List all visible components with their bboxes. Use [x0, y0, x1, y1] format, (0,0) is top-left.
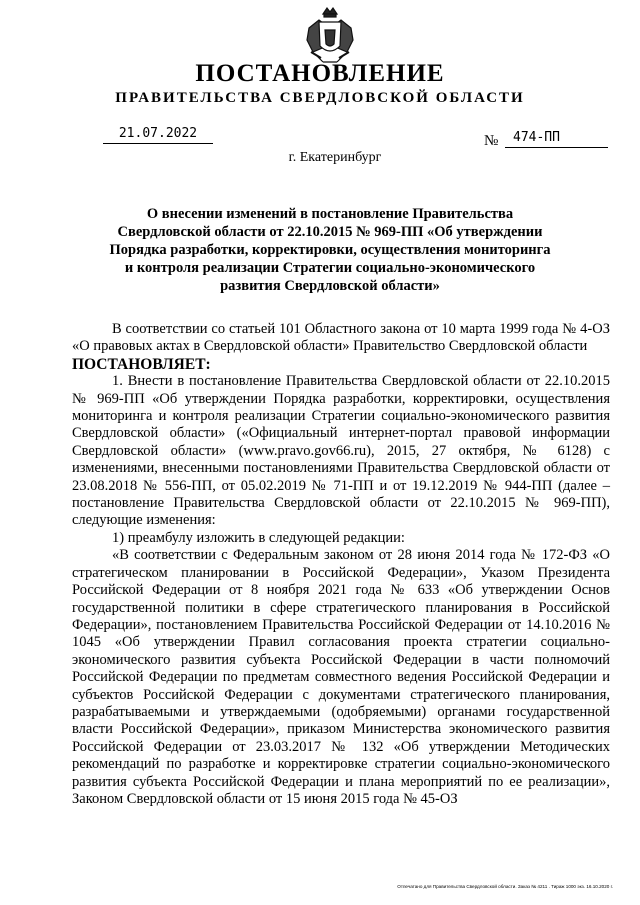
- issuing-authority: ПРАВИТЕЛЬСТВА СВЕРДЛОВСКОЙ ОБЛАСТИ: [115, 90, 525, 106]
- document-title: ПОСТАНОВЛЕНИЕ: [195, 60, 445, 87]
- heading-line: О внесении изменений в постановление Правительства: [146, 206, 514, 222]
- heading-line: и контроля реализации Стратегии социально-экономического: [124, 260, 536, 276]
- document-number: 474-ПП: [505, 130, 608, 148]
- resolves-keyword: ПОСТАНОВЛЯЕТ:: [72, 355, 211, 373]
- document-city: г. Екатеринбург: [288, 150, 382, 165]
- document-heading: [100, 205, 560, 295]
- coat-of-arms-icon: [303, 6, 357, 66]
- document-date: 21.07.2022: [103, 126, 213, 144]
- preamble-paragraph: В соответствии со статьей 101 Областного закона от 10 марта 1999 года № 4-ОЗ «О правовых актах в Свердловской области» Правительство Свердловской области: [72, 321, 610, 355]
- item-1-1-paragraph: 1) преамбулу изложить в следующей редакции:: [112, 529, 405, 546]
- print-note: Отпечатано для Правительства Свердловской области. Заказ № 4211 . Тираж 1000 экз. 16.10.2020 г.: [397, 884, 613, 889]
- number-sign: №: [484, 133, 499, 149]
- heading-line: Свердловской области от 22.10.2015 № 969-ПП «Об утверждении: [117, 224, 543, 240]
- heading-line: развития Свердловской области»: [220, 278, 440, 294]
- quoted-preamble-paragraph: «В соответствии с Федеральным законом от 28 июня 2014 года № 172-ФЗ «О стратегическом планировании в Российской Федерации», Указом Президента Российской Федерации от 8 ноября 2021 года № 633 «Об утверждении Основ государственной политики в сфере стратегического планирования в Российской Федерации», постановлением Правительства Российской Федерации от 14.10.2016 № 1045 «Об утверждении Правил согласования проекта стратегии социально-экономического развития субъекта Российской Федерации в части полномочий Российской Федерации по предметам совместного ведения Российской Федерации и субъектов Российской Федерации с документами стратегического планирования, разрабатываемыми и утверждаемыми (одобряемыми) органами государственной власти Российской Федерации», приказом Министерства экономического развития Российской Федерации от 23.03.2017 № 132 «Об утверждении Методических рекомендаций по разработке и корректировке стратегии социально-экономического развития субъекта Российской Федерации и плана мероприятий по ее реализации», Законом Свердловской области от 15 июня 2015 года № 45-ОЗ: [72, 547, 610, 807]
- document-body: [72, 321, 610, 808]
- heading-line: Порядка разработки, корректировки, осуществления мониторинга: [109, 242, 551, 258]
- item-1-paragraph: 1. Внести в постановление Правительства Свердловской области от 22.10.2015 № 969-ПП «Об утверждении Порядка разработки, корректировки, осуществления мониторинга и контроля реализации Стратегии социально-экономического развития Свердловской области» («Официальный интернет-портал правовой информации Свердловской области» (www.pravo.gov66.ru), 2015, 27 октября, № 6128) с изменениями, внесенными постановлениями Правительства Свердловской области от 23.08.2018 № 556-ПП, от 05.02.2019 № 71-ПП и от 19.12.2019 № 944-ПП (далее – постановление Правительства Свердловской области от 22.10.2015 № 969-ПП), следующие изменения:: [72, 373, 610, 529]
